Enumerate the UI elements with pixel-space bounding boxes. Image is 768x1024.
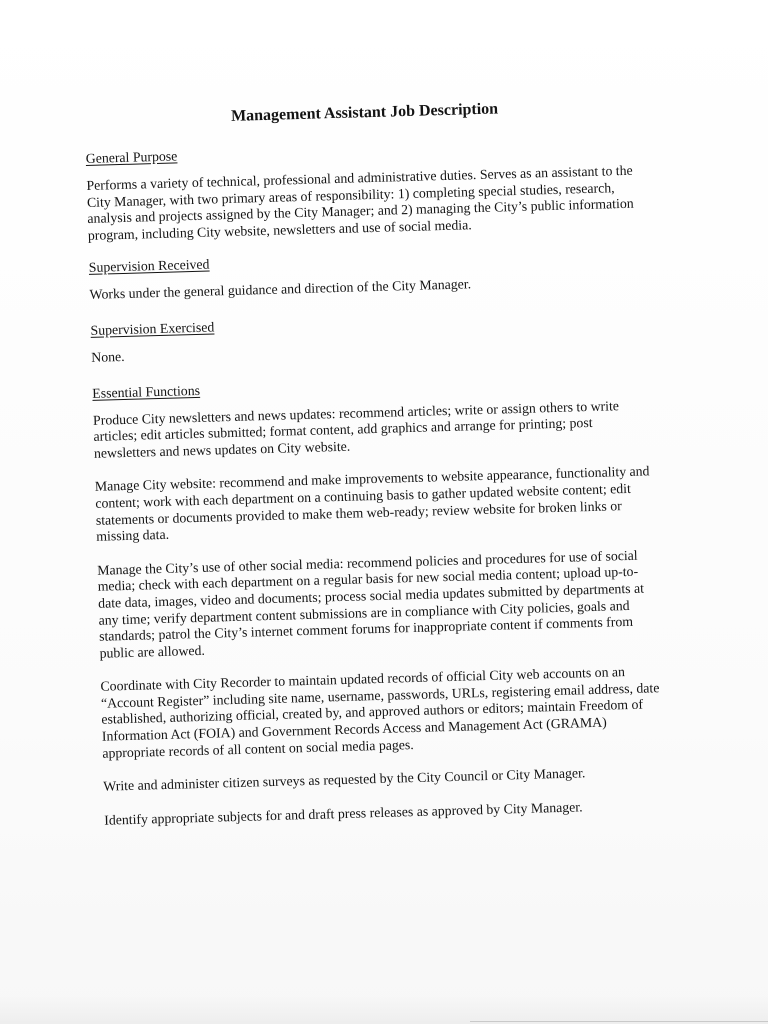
function-item: Manage City website: recommend and make improvements to website appearance, functionality and content; work with each department on a continuing basis to gather updated website content; edit statements or documents provided to make them web-ready; review website for broken links or missing data.	[94, 463, 650, 544]
essential-functions-list	[93, 397, 664, 829]
scan-edge-line	[470, 1021, 768, 1022]
heading-supervision-received: Supervision Received	[88, 256, 210, 276]
general-purpose-text: Performs a variety of technical, professional and administrative duties. Serves as an assistant to the City Manager, with two primary areas of responsibility: 1) completing special studies, research, analysis and projects assigned by the City Manager; and 2) managing the City’s public information program, including City website, newsletters and use of social media.	[86, 162, 634, 243]
scan-shadow	[0, 996, 768, 1024]
function-item: Produce City newsletters and news updates: recommend articles; write or assign others to write articles; edit articles submitted; format content, add graphics and arrange for printing; post newsletters and news updates on City website.	[92, 397, 620, 461]
function-item: Manage the City’s use of other social media: recommend policies and procedures for use of social media; check with each department on a regular basis for new social media content; upload up-to-date data, images, video and documents; process social media updates submitted by departments at any time; verify department content submissions are in compliance with City policies, goals and standards; patrol the City’s internet comment forums for inappropriate content if comments from public are allowed.	[97, 547, 645, 661]
function-item: Identify appropriate subjects for and draft press releases as approved by City Manager.	[104, 799, 583, 828]
heading-essential-functions: Essential Functions	[92, 382, 201, 401]
document-body	[84, 80, 665, 846]
supervision-exercised-text: None.	[91, 348, 125, 365]
heading-supervision-exercised: Supervision Exercised	[90, 319, 215, 338]
function-item: Coordinate with City Recorder to maintain updated records of official City web accounts on an “Account Register” including site name, username, passwords, URLs, registering email address, date established, authorizing official, created by, and approved authors or editors; maintain Freedom of Information Act (FOIA) and Government Records Access and Management Act (GRAMA) appropriate records of all content on social media pages.	[100, 664, 660, 761]
document-title: Management Assistant Job Description	[230, 100, 499, 125]
supervision-received-text: Works under the general guidance and direction of the City Manager.	[89, 276, 472, 303]
heading-general-purpose: General Purpose	[85, 148, 178, 166]
function-item: Write and administer citizen surveys as requested by the City Council or City Manager.	[103, 765, 586, 794]
